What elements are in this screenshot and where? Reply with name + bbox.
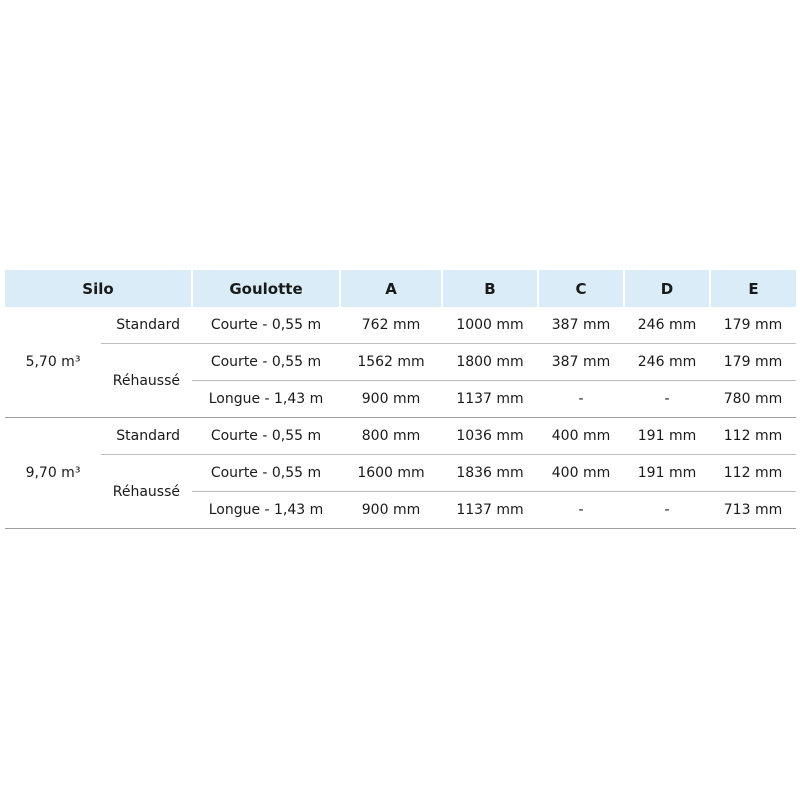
- c-cell: 400 mm: [538, 418, 624, 455]
- header-a: A: [340, 269, 442, 307]
- d-cell: -: [624, 492, 710, 529]
- b-cell: 1036 mm: [442, 418, 538, 455]
- b-cell: 1137 mm: [442, 381, 538, 418]
- c-cell: -: [538, 492, 624, 529]
- a-cell: 1600 mm: [340, 455, 442, 492]
- table-row: [5, 455, 796, 492]
- d-cell: 246 mm: [624, 307, 710, 344]
- goulotte-cell: Courte - 0,55 m: [192, 307, 340, 344]
- d-cell: 191 mm: [624, 418, 710, 455]
- c-cell: 400 mm: [538, 455, 624, 492]
- table-row: [5, 307, 796, 344]
- a-cell: 1562 mm: [340, 344, 442, 381]
- silo-type: Standard: [101, 418, 192, 455]
- e-cell: 179 mm: [710, 307, 796, 344]
- goulotte-cell: Courte - 0,55 m: [192, 418, 340, 455]
- e-cell: 112 mm: [710, 455, 796, 492]
- header-e: E: [710, 269, 796, 307]
- goulotte-cell: Longue - 1,43 m: [192, 381, 340, 418]
- e-cell: 112 mm: [710, 418, 796, 455]
- a-cell: 900 mm: [340, 492, 442, 529]
- header-goulotte: Goulotte: [192, 269, 340, 307]
- header-b: B: [442, 269, 538, 307]
- b-cell: 1800 mm: [442, 344, 538, 381]
- dimensions-table-container: [5, 268, 796, 529]
- c-cell: -: [538, 381, 624, 418]
- header-d: D: [624, 269, 710, 307]
- header-c: C: [538, 269, 624, 307]
- e-cell: 179 mm: [710, 344, 796, 381]
- dimensions-table: [5, 268, 796, 529]
- e-cell: 713 mm: [710, 492, 796, 529]
- a-cell: 900 mm: [340, 381, 442, 418]
- silo-volume: 5,70 m³: [5, 307, 101, 418]
- table-row: [5, 418, 796, 455]
- c-cell: 387 mm: [538, 344, 624, 381]
- goulotte-cell: Longue - 1,43 m: [192, 492, 340, 529]
- silo-volume: 9,70 m³: [5, 418, 101, 529]
- header-row: [5, 269, 796, 307]
- silo-type: Standard: [101, 307, 192, 344]
- d-cell: -: [624, 381, 710, 418]
- b-cell: 1836 mm: [442, 455, 538, 492]
- table-row: [5, 344, 796, 381]
- d-cell: 191 mm: [624, 455, 710, 492]
- c-cell: 387 mm: [538, 307, 624, 344]
- header-silo: Silo: [5, 269, 192, 307]
- a-cell: 762 mm: [340, 307, 442, 344]
- a-cell: 800 mm: [340, 418, 442, 455]
- silo-type: Réhaussé: [101, 455, 192, 529]
- goulotte-cell: Courte - 0,55 m: [192, 455, 340, 492]
- silo-type: Réhaussé: [101, 344, 192, 418]
- e-cell: 780 mm: [710, 381, 796, 418]
- b-cell: 1137 mm: [442, 492, 538, 529]
- d-cell: 246 mm: [624, 344, 710, 381]
- b-cell: 1000 mm: [442, 307, 538, 344]
- goulotte-cell: Courte - 0,55 m: [192, 344, 340, 381]
